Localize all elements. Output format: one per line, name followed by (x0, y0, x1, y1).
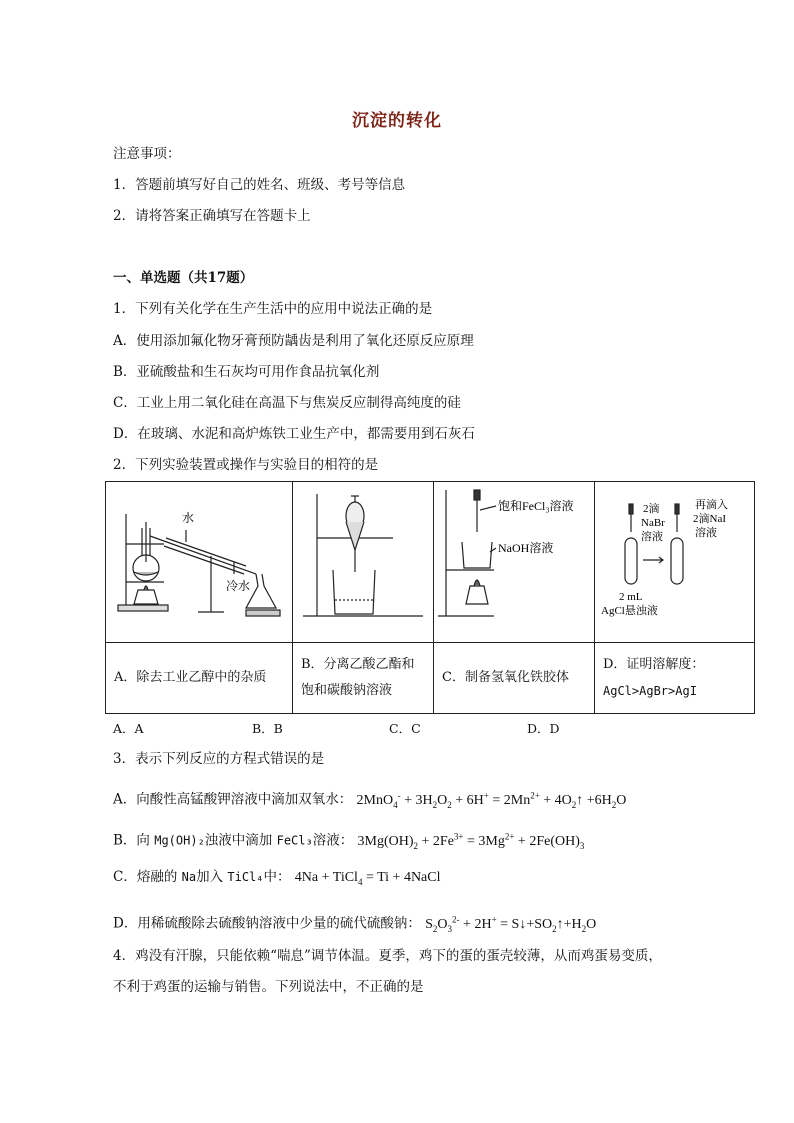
q1-option-a: A．使用添加氟化物牙膏预防龋齿是利用了氧化还原反应原理 (113, 333, 474, 349)
q3-option-b-equation: $3Mg(OH)_2 + 2Fe^{3+} = 3Mg^{2+} + 2Fe(OH)_3$ (357, 831, 585, 851)
notice-heading: 注意事项： (113, 146, 181, 162)
q3-stem: 3．表示下列反应的方程式错误的是 (113, 751, 325, 767)
label-2-drops: 2滴 (643, 503, 660, 515)
test-tube-drawing (595, 482, 753, 638)
label-agcl: AgCl悬浊液 (601, 605, 658, 617)
q3-b-formula: Mg(OH)₂ (154, 833, 205, 848)
notice-item-2: 2．请将答案正确填写在答题卡上 (113, 208, 311, 224)
q3-b-text1: B．向 (113, 832, 155, 849)
q2-option-b: B．B (252, 721, 283, 736)
q1-option-b: B．亚硫酸盐和生石灰均可用作食品抗氧化剂 (113, 364, 380, 380)
colloid-apparatus-drawing (434, 482, 594, 638)
q4-stem-line1: 4．鸡没有汗腺，只能依赖“喘息”调节体温。夏季，鸡下的蛋的蛋壳较薄，从而鸡蛋易变质， (113, 948, 662, 964)
label-water: 水 (182, 511, 195, 525)
figure-c-colloid-preparation (434, 482, 595, 643)
q3-c-text1: C．熔融的 (113, 869, 182, 885)
q2-option-d: D．D (527, 721, 560, 736)
label-fecl3: 饱和FeCl₃溶液 (498, 499, 574, 513)
page-title: 沉淀的转化 (352, 111, 442, 131)
q3-option-d-equation: $S_2O_3^{2-} + 2H^+$ = $S↓+SO_2↑+H_2O$ (425, 914, 597, 934)
caption-b-line2: 饱和碳酸钠溶液 (301, 683, 393, 698)
q3-option-a-text: A．向酸性高锰酸钾溶液中滴加双氧水： (113, 791, 353, 808)
caption-b (293, 643, 434, 714)
q3-option-a (113, 785, 626, 814)
q3-c-ticl4: TiCl₄ (227, 870, 264, 884)
caption-d-line2: AgCl>AgBr>AgI (603, 684, 697, 698)
q1-option-c: C．工业上用二氧化硅在高温下与焦炭反应制得高纯度的硅 (113, 395, 461, 411)
caption-a-text: A．除去工业乙醇中的杂质 (114, 670, 267, 685)
q1-option-d: D．在玻璃、水泥和高炉炼铁工业生产中，都需要用到石灰石 (113, 426, 475, 442)
label-naoh: NaOH溶液 (498, 541, 554, 555)
q3-c-text2: 加入 (196, 869, 228, 885)
q3-option-c (113, 867, 441, 892)
caption-c (434, 643, 595, 714)
notice-item-1: 1．答题前填写好自己的姓名、班级、考号等信息 (113, 177, 406, 193)
q3-c-text3: 中： (263, 869, 291, 885)
q3-option-d-text: D．用稀硫酸除去硫酸钠溶液中少量的硫代硫酸钠： (113, 915, 421, 932)
figure-b-separatory-funnel (293, 482, 434, 643)
caption-a (106, 643, 293, 714)
q2-option-a: A．A (113, 721, 144, 736)
q3-b-fecl3: FeCl₃ (276, 833, 313, 848)
q3-option-b (113, 826, 584, 855)
q2-option-c: C．C (389, 721, 421, 736)
q3-option-a-equation: $2MnO_4^- + 3H_2O_2 + 6H^+ = 2Mn^{2+}$ + $4O_2↑ +6H_2O$ (356, 790, 627, 810)
q3-option-d (113, 909, 596, 938)
q1-stem: 1．下列有关化学在生产生活中的应用中说法正确的是 (113, 301, 433, 317)
label-solution-1: 溶液 (641, 531, 663, 543)
label-nabr: NaBr (641, 517, 665, 529)
caption-d (595, 643, 755, 714)
label-2ml: 2 mL (619, 591, 643, 603)
q3-b-text3: 溶液： (312, 832, 354, 849)
q3-c-na: Na (181, 870, 197, 884)
caption-c-text: C．制备氢氧化铁胶体 (442, 670, 569, 685)
q3-b-text2: 浊液中滴加 (204, 832, 277, 849)
label-cold-water: 冷水 (226, 579, 251, 593)
section-heading: 一、单选题（共17题） (113, 270, 254, 286)
separatory-funnel-drawing (293, 482, 433, 638)
figure-a-distillation (106, 482, 293, 643)
q3-option-c-equation: 4Na + TiCl$_4$ = Ti + 4NaCl (294, 870, 441, 887)
label-add-again: 再滴入 (695, 499, 728, 511)
figure-d-precipitate-conversion (595, 482, 755, 643)
apparatus-table (105, 481, 755, 714)
q4-stem-line2: 不利于鸡蛋的运输与销售。下列说法中，不正确的是 (113, 979, 424, 995)
caption-d-line1: D．证明溶解度： (603, 657, 705, 672)
q2-stem: 2．下列实验装置或操作与实验目的相符的是 (113, 457, 379, 473)
label-solution-2: 溶液 (695, 527, 717, 539)
caption-b-line1: B．分离乙酸乙酯和 (301, 657, 415, 672)
distillation-apparatus-drawing (106, 482, 292, 638)
label-nai: 2滴NaI (693, 513, 726, 525)
